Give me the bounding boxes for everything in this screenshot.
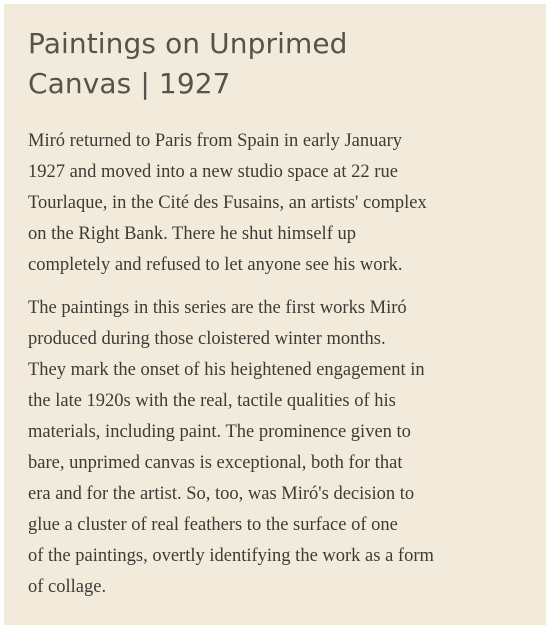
page-title <box>28 24 388 104</box>
text-line: of collage. <box>28 577 107 597</box>
text-panel <box>4 4 546 625</box>
text-line: era and for the artist. So, too, was Miró's decision to <box>28 484 415 504</box>
text-line: on the Right Bank. There he shut himself up <box>28 224 356 244</box>
text-line: Tourlaque, in the Cité des Fusains, an artists' complex <box>28 193 427 213</box>
title-line: Paintings on Unprimed <box>28 27 348 60</box>
text-line: glue a cluster of real feathers to the surface of one <box>28 515 398 535</box>
text-line: Miró returned to Paris from Spain in early January <box>28 131 403 151</box>
body-paragraph-2 <box>28 293 516 603</box>
text-line: produced during those cloistered winter months. <box>28 329 386 349</box>
text-line: materials, including paint. The prominence given to <box>28 422 411 442</box>
text-line: the late 1920s with the real, tactile qualities of his <box>28 391 396 411</box>
text-line: They mark the onset of his heightened engagement in <box>28 360 425 380</box>
text-line: of the paintings, overtly identifying the work as a form <box>28 546 434 566</box>
text-line: 1927 and moved into a new studio space at 22 rue <box>28 162 398 182</box>
text-line: bare, unprimed canvas is exceptional, both for that <box>28 453 403 473</box>
text-line: completely and refused to let anyone see his work. <box>28 255 403 275</box>
body-paragraph-1 <box>28 126 516 281</box>
text-line: The paintings in this series are the first works Miró <box>28 298 407 318</box>
title-line: Canvas | 1927 <box>28 67 231 100</box>
